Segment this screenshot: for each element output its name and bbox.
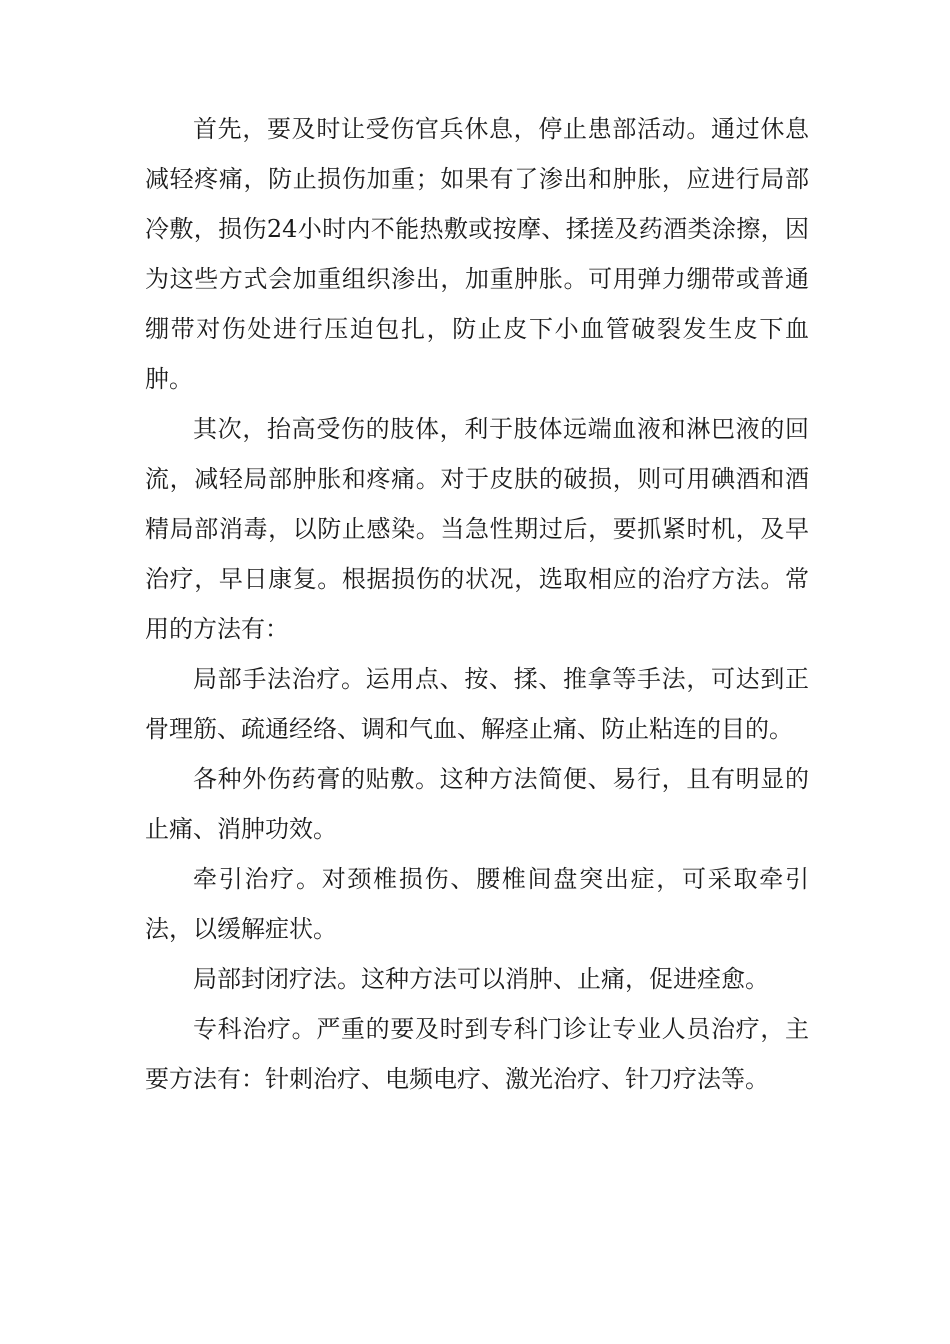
paragraph-manual-therapy: 局部手法治疗。运用点、按、揉、推拿等手法，可达到正骨理筋、疏通经络、调和气血、解痉止痛、防止粘连的目的。 [145, 665, 809, 743]
paragraph-elevate-and-disinfect: 其次，抬高受伤的肢体，利于肢体远端血液和淋巴液的回流，减轻局部肿胀和疼痛。对于皮肤的破损，则可用碘酒和酒精局部消毒，以防止感染。当急性期过后，要抓紧时机，及早治疗，早日康复。根据损伤的状况，选取相应的治疗方法。常用的方法有： [145, 415, 809, 643]
paragraph-traction-therapy: 牵引治疗。对颈椎损伤、腰椎间盘突出症，可采取牵引法，以缓解症状。 [145, 865, 809, 943]
paragraph-plaster-application: 各种外伤药膏的贴敷。这种方法简便、易行，且有明显的止痛、消肿功效。 [145, 765, 809, 843]
paragraph-local-block-therapy: 局部封闭疗法。这种方法可以消肿、止痛，促进痊愈。 [193, 965, 769, 993]
document-body [145, 104, 809, 1104]
paragraph-specialist-treatment: 专科治疗。严重的要及时到专科门诊让专业人员治疗，主要方法有：针刺治疗、电频电疗、激光治疗、针刀疗法等。 [145, 1015, 809, 1093]
paragraph-rest-and-cold-compress: 首先，要及时让受伤官兵休息，停止患部活动。通过休息减轻疼痛，防止损伤加重；如果有了渗出和肿胀，应进行局部冷敷，损伤24小时内不能热敷或按摩、揉搓及药酒类涂擦，因为这些方式会加重组织渗出，加重肿胀。可用弹力绷带或普通绷带对伤处进行压迫包扎，防止皮下小血管破裂发生皮下血肿。 [145, 115, 809, 393]
